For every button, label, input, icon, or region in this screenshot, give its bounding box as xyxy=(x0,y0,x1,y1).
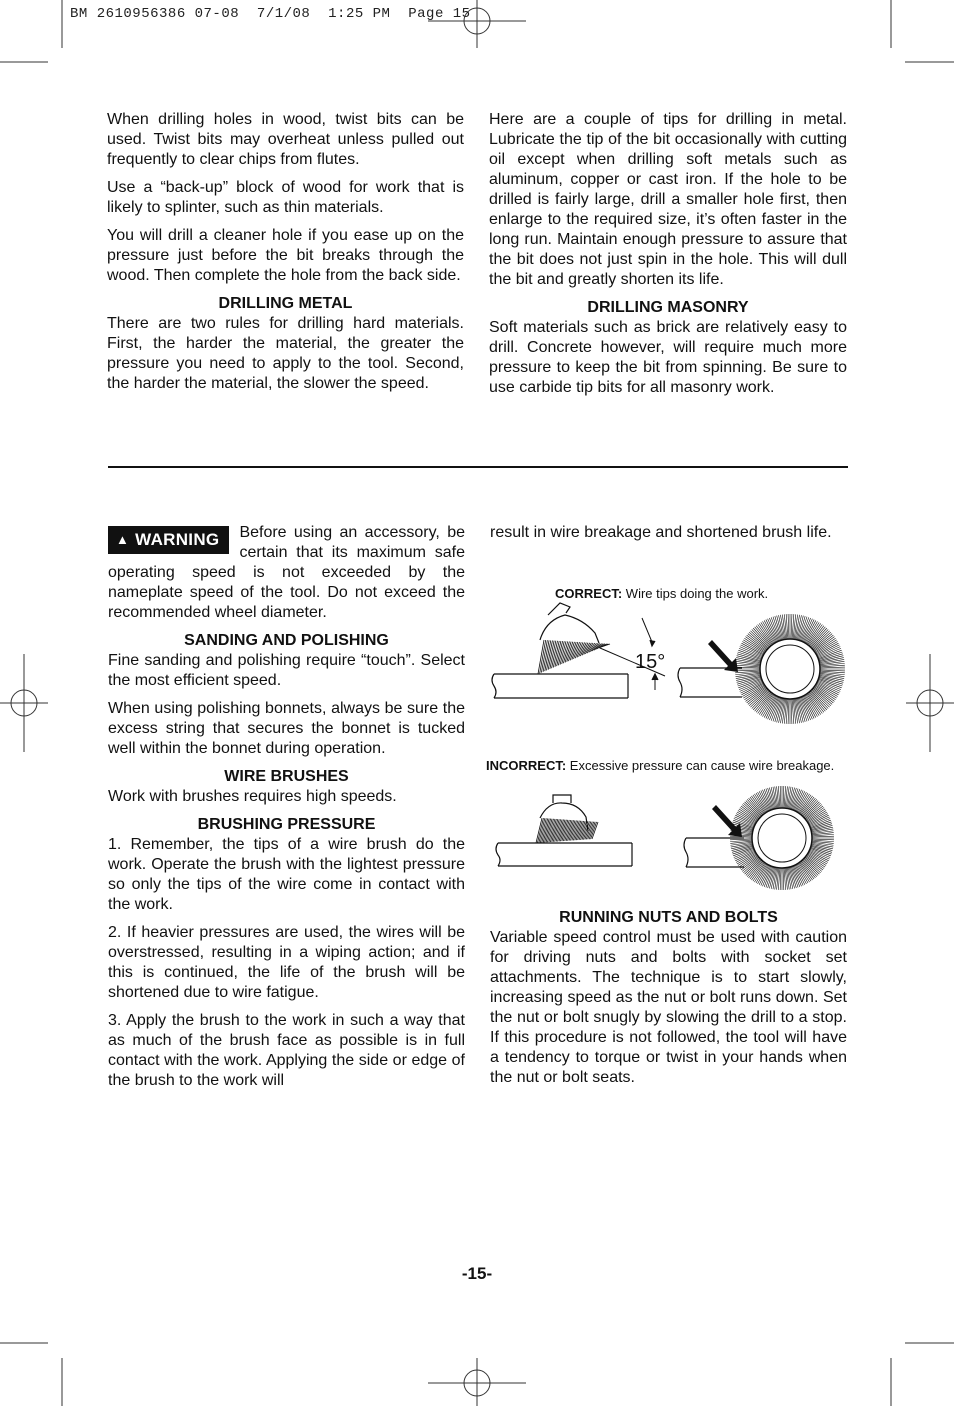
sanding-polishing-heading: SANDING AND POLISHING xyxy=(184,632,389,649)
brushing-step-2: 2. If heavier pressures are used, the wires will be overstressed, resulting in a wiping action; and if this is continued, the life of the brush will be shortened due to wire fatigue. xyxy=(108,924,465,1001)
warning-label: WARNING xyxy=(135,530,220,549)
incorrect-wheel-brush-figure xyxy=(684,786,834,890)
page-number: -15- xyxy=(461,1264,493,1283)
correct-text: Wire tips doing the work. xyxy=(625,586,769,601)
correct-label: CORRECT: xyxy=(555,586,623,601)
backup-block-paragraph: Use a “back-up” block of wood for work that is likely to splinter, such as thin materials. xyxy=(107,179,464,216)
drilling-masonry-paragraph: Soft materials such as brick are relatively easy to drill. Concrete however, will require much more pressure to keep the bit from spinning. Be sure to use carbide tip bits for all masonry work. xyxy=(489,319,847,396)
angle-label: 15° xyxy=(635,651,666,673)
running-nuts-bolts-heading: RUNNING NUTS AND BOLTS xyxy=(559,909,778,926)
brushing-continued-paragraph: result in wire breakage and shortened brush life. xyxy=(490,524,832,541)
metal-tips-paragraph: Here are a couple of tips for drilling in metal. Lubricate the tip of the bit occasionally with cutting oil except when drilling soft metals such as aluminum, copper or cast iron. If the hole to be drilled is fairly large, drill a smaller hole first, then enlarge to the required size, it’s often faster in the long run. Maintain enough pressure to assure that the bit does not just spin in the hole. This will dull the bit and greatly shorten its life. xyxy=(489,111,847,288)
wire-brushes-paragraph: Work with brushes requires high speeds. xyxy=(108,788,397,805)
brushing-pressure-heading: BRUSHING PRESSURE xyxy=(197,816,376,833)
bottom-right-column-bottom xyxy=(490,908,847,1096)
print-slug: BM 2610956386 07-08 7/1/08 1:25 PM Page 15 xyxy=(70,6,471,22)
drilling-metal-paragraph: There are two rules for drilling hard materials. First, the harder the material, the greater the pressure you need to apply to the tool. Second, the harder the material, the slower the speed. xyxy=(107,315,464,392)
sanding-paragraph-1: Fine sanding and polishing require “touch”. Select the most efficient speed. xyxy=(108,652,465,689)
sanding-paragraph-2: When using polishing bonnets, always be sure the excess string that secures the bonnet is tucked well within the bonnet during operation. xyxy=(108,700,465,757)
incorrect-label: INCORRECT: xyxy=(486,758,567,773)
drilling-masonry-heading: DRILLING MASONRY xyxy=(587,299,749,316)
wood-twist-bits-paragraph: When drilling holes in wood, twist bits can be used. Twist bits may overheat unless pulled out frequently to clear chips from flutes. xyxy=(107,111,464,168)
correct-wheel-brush-figure xyxy=(678,614,845,724)
incorrect-cup-brush-figure xyxy=(496,795,632,866)
incorrect-text: Excessive pressure can cause wire breakage. xyxy=(569,758,835,773)
warning-text: Before using an accessory, be certain that its maximum safe operating speed is not exceeded by the nameplate speed of the tool. Do not exceed the recommended wheel diameter. xyxy=(108,524,465,621)
cleaner-hole-paragraph: You will drill a cleaner hole if you ease up on the pressure just before the bit breaks through the wood. Then complete the hole from the back side. xyxy=(107,227,464,284)
drilling-metal-heading: DRILLING METAL xyxy=(218,295,353,312)
brushing-step-3: 3. Apply the brush to the work in such a way that as much of the brush face as possible is in full contact with the work. Applying the side or edge of the brush to the work will xyxy=(108,1012,465,1089)
brushing-step-1: 1. Remember, the tips of a wire brush do the work. Operate the brush with the lightest pressure so only the tips of the wire come in contact with the work. xyxy=(108,836,465,913)
wire-brushes-heading: WIRE BRUSHES xyxy=(224,768,349,785)
running-nuts-bolts-paragraph: Variable speed control must be used with caution for driving nuts and bolts with socket set attachments. The technique is to start slowly, increasing speed as the nut or bolt runs down. Set the nut or bolt snugly by slowing the drill to a stop. If this procedure is not followed, the tool will have a tendency to torque or twist in your hands when the nut or bolt seats. xyxy=(490,929,847,1086)
warning-triangle-icon: ▲ xyxy=(116,532,130,547)
